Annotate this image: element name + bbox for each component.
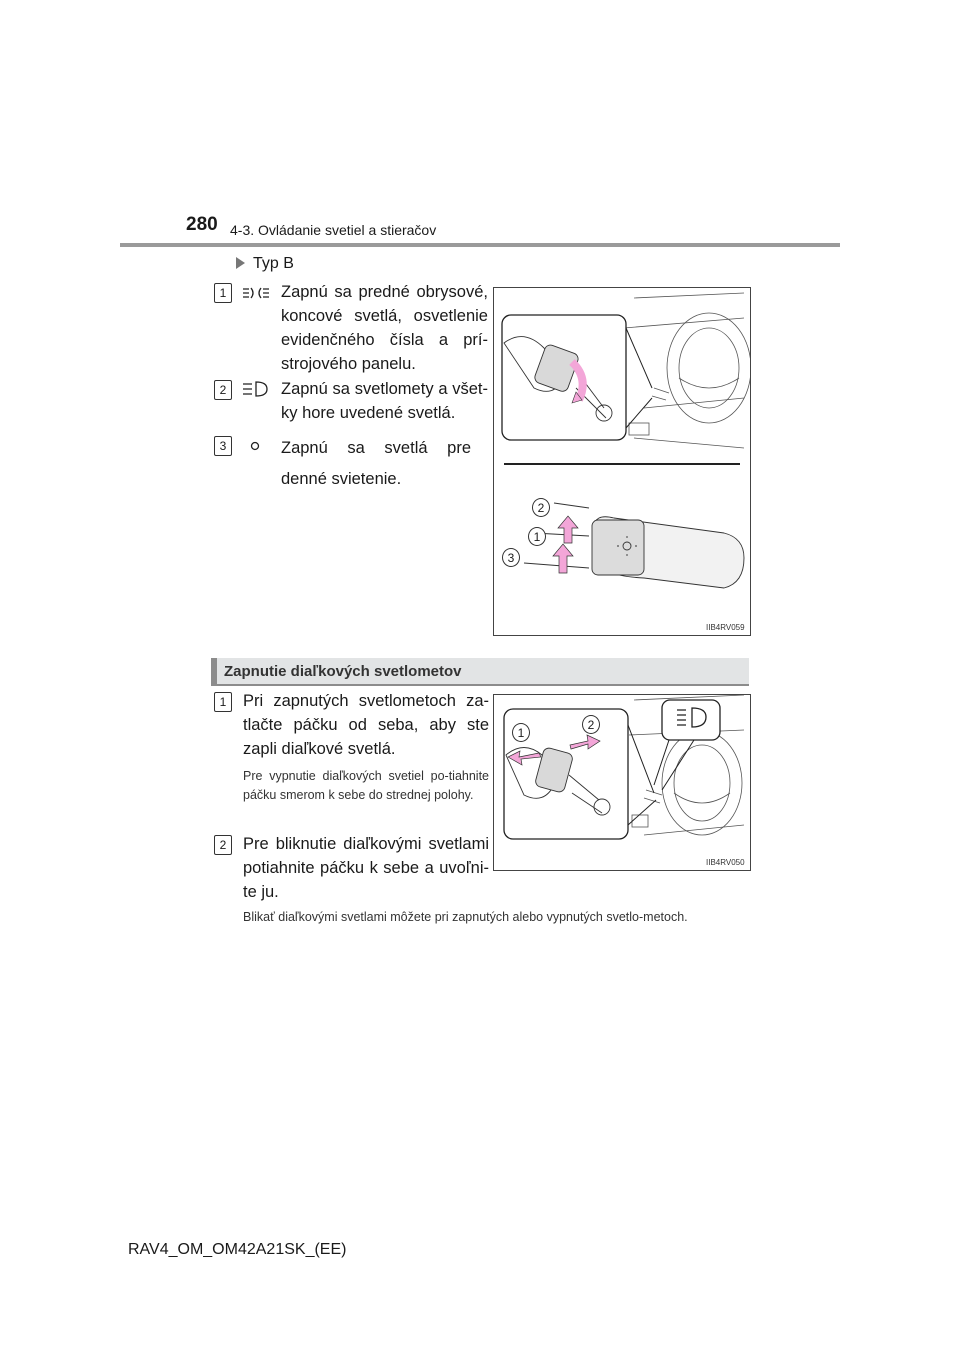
callout-badge: 2 xyxy=(582,715,600,734)
callout-badge: 1 xyxy=(528,527,546,546)
item-text: Pri zapnutých svetlometoch za-tlačte páčku od seba, aby ste zapli diaľkové svetlá. xyxy=(243,692,489,758)
parking-lights-icon xyxy=(242,286,270,300)
light-switch-illustration xyxy=(494,288,750,635)
page-number: 280 xyxy=(186,214,218,235)
section-heading: Zapnutie diaľkových svetlometov xyxy=(224,663,462,680)
off-icon xyxy=(249,440,261,452)
document-id: RAV4_OM_OM42A21SK_(EE) xyxy=(128,1241,347,1258)
figure-code: IIB4RV059 xyxy=(706,623,745,632)
item-number-badge: 1 xyxy=(214,283,232,303)
high-beam-illustration xyxy=(494,695,750,870)
triangle-bullet-icon xyxy=(236,257,245,269)
type-b-label: Typ B xyxy=(236,255,294,273)
item-text: Zapnú sa predné obrysové, koncové svetlá, osvetlenie evidenčného čísla a prí-strojového panelu. xyxy=(281,283,488,373)
item-number-badge: 1 xyxy=(214,692,232,712)
light-switch-figure xyxy=(493,287,751,636)
high-beam-figure xyxy=(493,694,751,871)
item-note: Pre vypnutie diaľkových svetiel po-tiahnite páčku smerom k sebe do strednej polohy. xyxy=(243,769,489,802)
figure-code: IIB4RV050 xyxy=(706,858,745,867)
item-number-badge: 2 xyxy=(214,380,232,400)
callout-badge: 3 xyxy=(502,548,520,567)
header-divider xyxy=(120,243,840,247)
headlight-icon xyxy=(242,381,268,397)
section-heading-accent xyxy=(211,658,217,686)
item-number-badge: 2 xyxy=(214,835,232,855)
callout-badge: 2 xyxy=(532,498,550,517)
section-title: 4-3. Ovládanie svetiel a stieračov xyxy=(230,222,437,238)
item-text: Zapnú sa svetlomety a všet-ky hore uvedené svetlá. xyxy=(281,380,488,422)
callout-badge: 1 xyxy=(512,723,530,742)
general-note: Blikať diaľkovými svetlami môžete pri zapnutých alebo vypnutých svetlo-metoch. xyxy=(243,910,688,924)
item-text: Pre bliknutie diaľkovými svetlami potiahnite páčku k sebe a uvoľni-te ju. xyxy=(243,835,489,901)
item-text: Zapnú sa svetlá pre denné svietenie. xyxy=(281,439,471,488)
item-number-badge: 3 xyxy=(214,436,232,456)
